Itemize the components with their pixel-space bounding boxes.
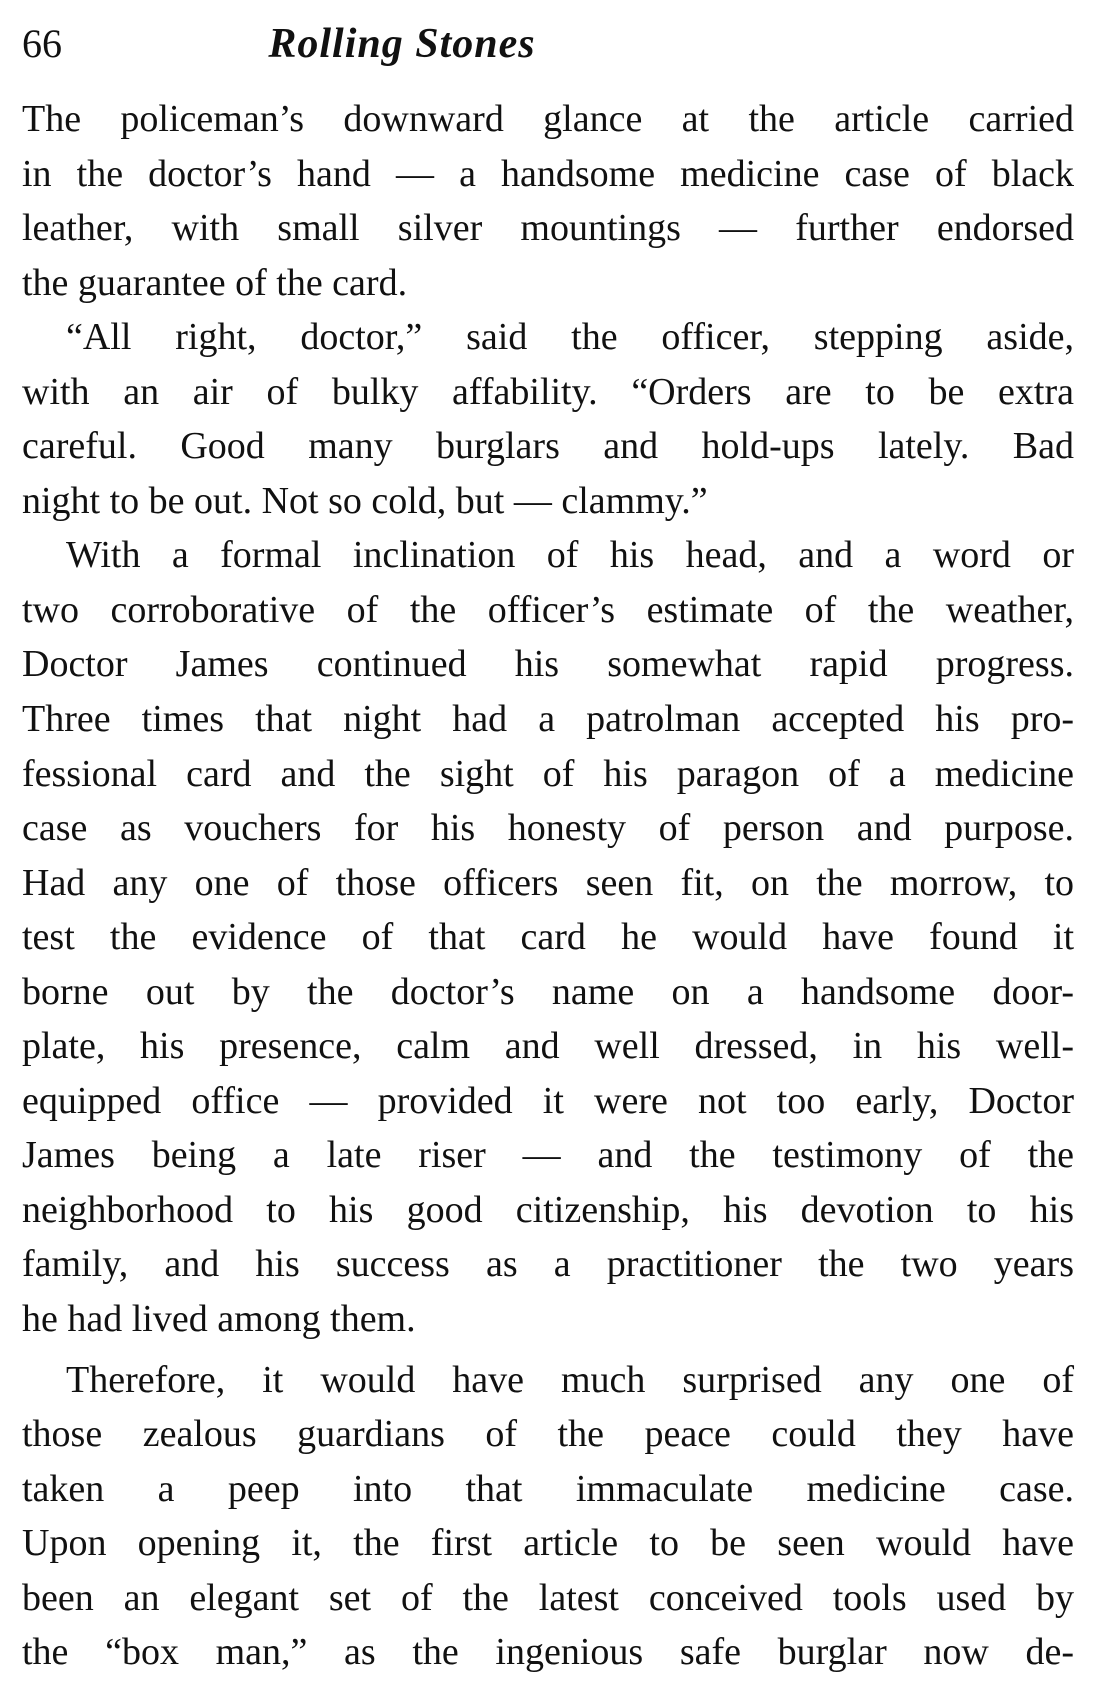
text-line: neighborhood to his good citizenship, his devotion to his — [22, 1188, 1074, 1231]
text-line: the “box man,” as the ingenious safe burglar now de- — [22, 1631, 1074, 1674]
text-line: family, and his success as a practitioner the two years — [22, 1243, 1074, 1286]
text-line: those zealous guardians of the peace could they have — [22, 1413, 1074, 1456]
text-line: “All right, doctor,” said the officer, stepping aside, — [66, 316, 1074, 359]
text-line: fessional card and the sight of his paragon of a medicine — [22, 752, 1074, 795]
text-line: night to be out. Not so cold, but — clammy.” — [22, 479, 708, 522]
text-line: Upon opening it, the first article to be seen would have — [22, 1522, 1074, 1565]
text-line: Had any one of those officers seen fit, on the morrow, to — [22, 861, 1074, 904]
text-line: The policeman’s downward glance at the article carried — [22, 98, 1074, 140]
running-head — [22, 14, 1072, 74]
text-line: James being a late riser — and the testimony of the — [22, 1134, 1074, 1177]
text-line: Three times that night had a patrolman accepted his pro- — [22, 698, 1074, 741]
running-title: Rolling Stones — [268, 21, 536, 67]
text-line: taken a peep into that immaculate medicine case. — [22, 1467, 1074, 1510]
text-line: he had lived among them. — [22, 1298, 416, 1341]
text-line: plate, his presence, calm and well dressed, in his well- — [22, 1025, 1074, 1068]
text-line: Doctor James continued his somewhat rapid progress. — [22, 643, 1074, 686]
text-line: equipped office — provided it were not too early, Doctor — [22, 1079, 1074, 1122]
body-text — [22, 92, 1074, 1680]
text-line: two corroborative of the officer’s estimate of the weather, — [22, 588, 1074, 631]
text-line: with an air of bulky affability. “Orders are to be extra — [22, 370, 1074, 413]
text-line: With a formal inclination of his head, and a word or — [66, 534, 1074, 577]
text-line: borne out by the doctor’s name on a handsome door- — [22, 970, 1074, 1013]
text-line: careful. Good many burglars and hold-ups lately. Bad — [22, 425, 1074, 468]
text-line: in the doctor’s hand — a handsome medicine case of black — [22, 152, 1074, 195]
text-line: test the evidence of that card he would have found it — [22, 916, 1074, 959]
text-line: leather, with small silver mountings — further endorsed — [22, 207, 1074, 250]
page-number: 66 — [22, 21, 62, 66]
text-line: Therefore, it would have much surprised any one of — [66, 1358, 1074, 1401]
text-line: the guarantee of the card. — [22, 261, 408, 304]
text-line: been an elegant set of the latest conceived tools used by — [22, 1576, 1074, 1619]
text-line: case as vouchers for his honesty of person and purpose. — [22, 807, 1074, 850]
